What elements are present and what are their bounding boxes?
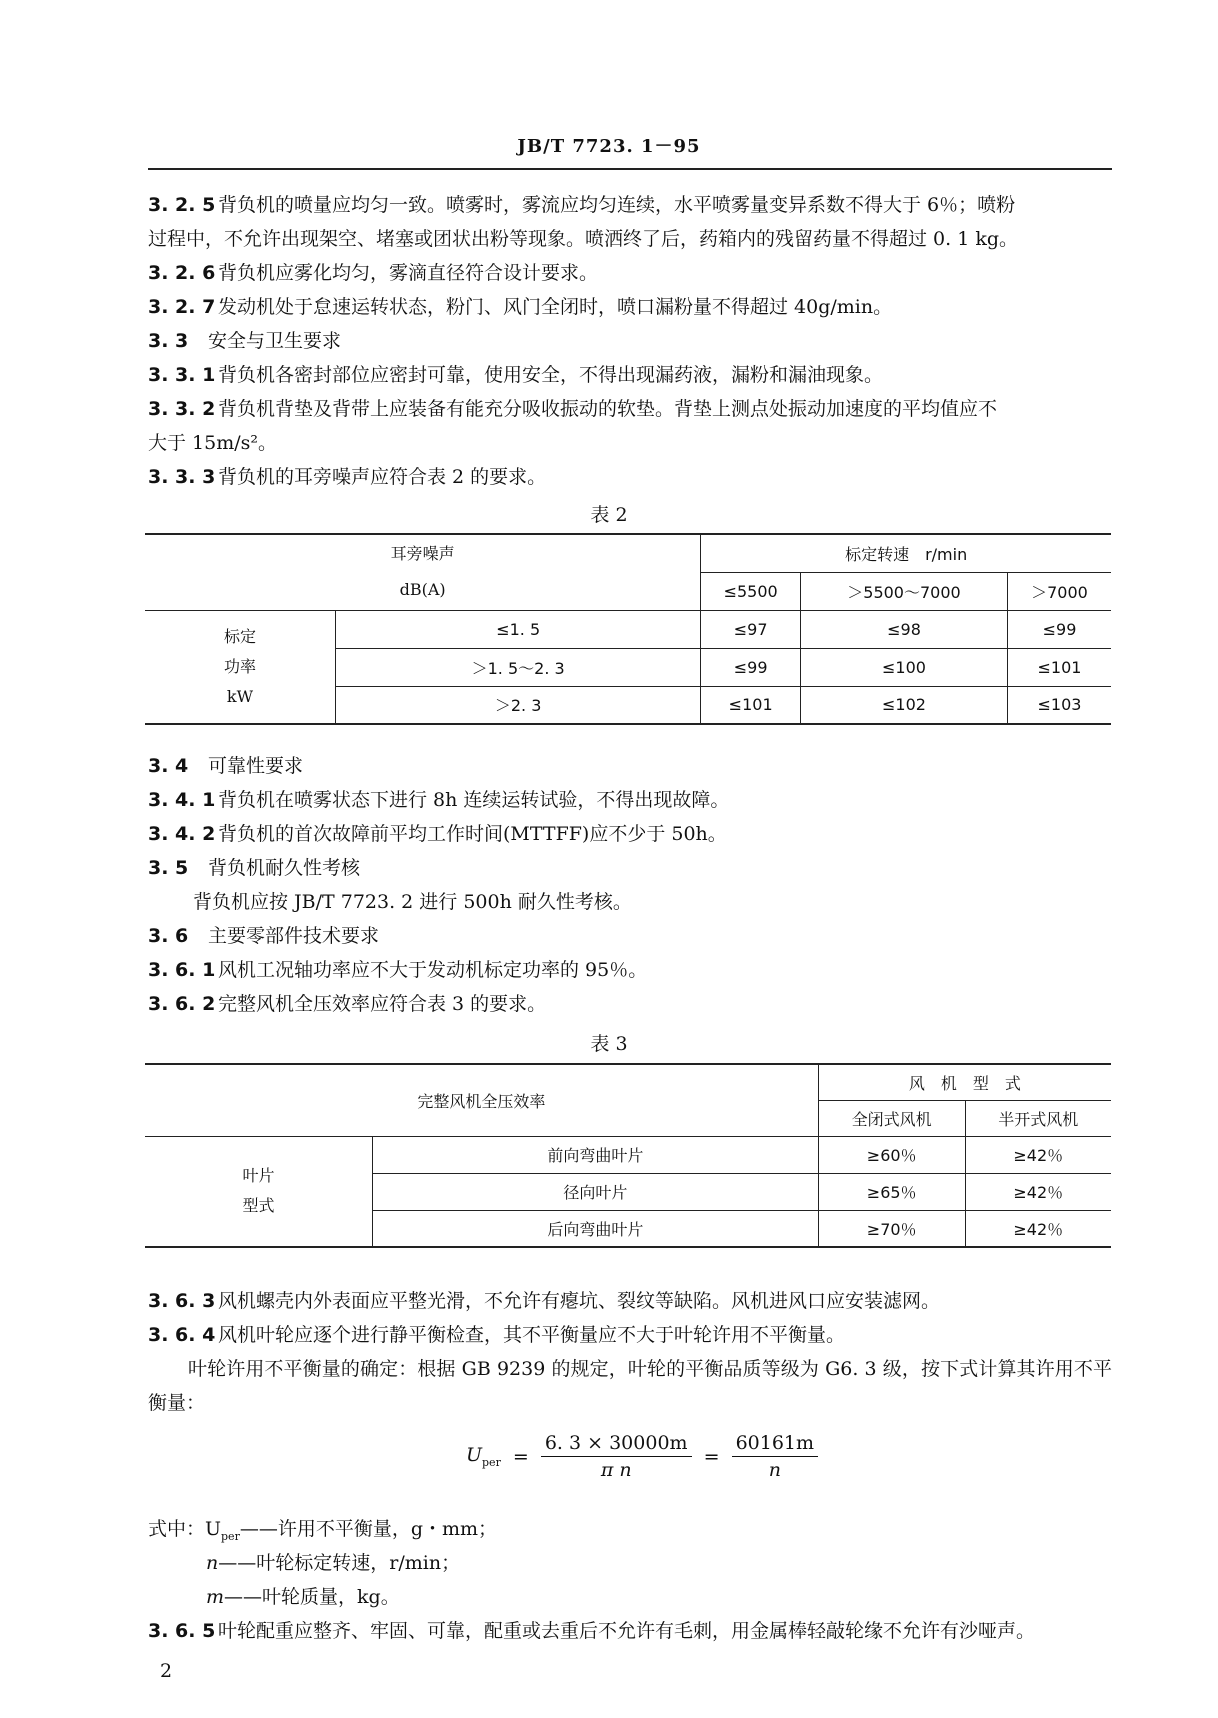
- section-heading: [148, 330, 1112, 354]
- fraction-1-numerator: 6. 3 × 30000m: [541, 1432, 692, 1457]
- clause-text: 过程中，不允许出现架空、堵塞或团状出粉等现象。喷洒终了后，药箱内的残留药量不得超过 0. 1 kg。: [148, 228, 1019, 250]
- power-range: ＞1. 5～2. 3: [336, 648, 701, 686]
- clause-number: 3. 3: [148, 330, 189, 352]
- clause-line: [148, 364, 1112, 388]
- fraction-2-denominator: n: [768, 1459, 781, 1481]
- row-label-part: 标定: [223, 626, 256, 646]
- clause-text: 完整风机全压效率应符合表 3 的要求。: [218, 993, 547, 1015]
- fan-header: 风 机 型 式: [818, 1064, 1111, 1100]
- speed-col: ＞5500～7000: [801, 572, 1008, 610]
- clause-line: [148, 959, 1112, 983]
- standard-header: JB/T 7723. 1－95: [517, 136, 701, 157]
- clause-line: [148, 466, 1112, 490]
- table-cell: ≤103: [1007, 686, 1111, 724]
- clause-line: [148, 194, 1112, 218]
- clause-text: 可靠性要求: [208, 755, 304, 777]
- table-cell: ≤98: [801, 610, 1008, 648]
- clause-text: 背负机在喷雾状态下进行 8h 连续运转试验，不得出现故障。: [218, 789, 730, 811]
- clause-line: [148, 228, 1112, 252]
- blade-type: 后向弯曲叶片: [373, 1210, 819, 1247]
- formula-lhs-sub: per: [482, 1455, 501, 1469]
- speed-header: 标定转速 r/min: [701, 534, 1111, 572]
- row-label-part: 功率: [223, 656, 256, 676]
- clause-number: 3. 6. 4: [148, 1324, 216, 1346]
- clause-text: 背负机的首次故障前平均工作时间(MTTFF)应不少于 50h。: [218, 823, 727, 845]
- clause-number: 3. 4: [148, 755, 189, 777]
- clause-text: 背负机背垫及背带上应装备有能充分吸收振动的软垫。背垫上测点处振动加速度的平均值应不: [218, 398, 998, 420]
- clause-number: 3. 6. 1: [148, 959, 216, 981]
- table-3: [145, 1063, 1111, 1248]
- clause-line: [148, 262, 1112, 286]
- table-3-corner: 完整风机全压效率: [145, 1064, 818, 1136]
- clause-line: [148, 1620, 1112, 1644]
- clause-text: 背负机的耳旁噪声应符合表 2 的要求。: [218, 466, 547, 488]
- clause-line: [148, 1290, 1112, 1314]
- where-line: [148, 1518, 1112, 1544]
- clause-text: 背负机各密封部位应密封可靠，使用安全，不得出现漏药液，漏粉和漏油现象。: [218, 364, 884, 386]
- table-cell: ≤99: [701, 648, 801, 686]
- table-cell: ≤101: [701, 686, 801, 724]
- fraction-1: [541, 1432, 692, 1481]
- table-2-caption: 表 2: [590, 504, 628, 526]
- where-sub: per: [221, 1529, 240, 1543]
- clause-line: [148, 823, 1112, 847]
- section-heading: [148, 755, 1112, 779]
- table-cell: ≥65％: [818, 1173, 965, 1210]
- speed-col: ＞7000: [1007, 572, 1111, 610]
- clause-line: [148, 296, 1112, 320]
- clause-text: 叶轮配重应整齐、牢固、可靠，配重或去重后不允许有毛刺，用金属棒轻敲轮缘不允许有沙哑声。: [218, 1620, 1036, 1642]
- where-symbol: n: [206, 1552, 219, 1574]
- clause-text: 发动机处于怠速运转状态，粉门、风门全闭时，喷口漏粉量不得超过 40g/min。: [218, 296, 893, 318]
- table-cell: ≤102: [801, 686, 1008, 724]
- formula-lhs: [466, 1444, 501, 1469]
- power-range: ≤1. 5: [336, 610, 701, 648]
- clause-number: 3. 4. 2: [148, 823, 216, 845]
- table-2: [145, 533, 1111, 725]
- power-row-label: [145, 610, 336, 724]
- section-heading: [148, 857, 1112, 881]
- clause-number: 3. 2. 6: [148, 262, 216, 284]
- row-label-part: 叶片: [242, 1166, 275, 1186]
- clause-line: [148, 789, 1112, 813]
- clause-number: 3. 6: [148, 925, 189, 947]
- equals-sign: =: [703, 1445, 720, 1468]
- clause-number: 3. 2. 7: [148, 296, 216, 318]
- clause-text: 主要零部件技术要求: [208, 925, 380, 947]
- corner-label-noise: 耳旁噪声: [390, 544, 455, 564]
- clause-number: 3. 3. 1: [148, 364, 216, 386]
- where-line: [206, 1586, 1170, 1610]
- fraction-2-numerator: 60161m: [732, 1432, 818, 1457]
- where-text: ——许用不平衡量，g・mm；: [239, 1518, 498, 1540]
- section-heading: [148, 925, 1112, 949]
- table-3-caption: 表 3: [590, 1033, 628, 1055]
- clause-text: 风机工况轴功率应不大于发动机标定功率的 95％。: [218, 959, 648, 981]
- clause-number: 3. 4. 1: [148, 789, 216, 811]
- where-text: ——叶轮质量，kg。: [224, 1586, 400, 1608]
- equals-sign: =: [512, 1445, 529, 1468]
- table-cell: ≥42％: [965, 1210, 1111, 1247]
- where-text: ——叶轮标定转速，r/min；: [218, 1552, 461, 1574]
- clause-text: 风机螺壳内外表面应平整光滑，不允许有瘪坑、裂纹等缺陷。风机进风口应安装滤网。: [218, 1290, 941, 1312]
- fraction-1-denominator: π n: [600, 1459, 632, 1481]
- clause-number: 3. 6. 2: [148, 993, 216, 1015]
- fraction-2: [732, 1432, 818, 1481]
- clause-number: 3. 5: [148, 857, 189, 879]
- clause-line: [193, 891, 1157, 915]
- table-cell: ≥70％: [818, 1210, 965, 1247]
- corner-label-unit: dB(A): [399, 580, 446, 600]
- formula-lhs-symbol: U: [466, 1444, 483, 1467]
- table-cell: ≥42％: [965, 1173, 1111, 1210]
- clause-text: 风机叶轮应逐个进行静平衡检查，其不平衡量应不大于叶轮许用不平衡量。: [218, 1324, 846, 1346]
- table-2-corner: [145, 534, 701, 610]
- blade-row-label: [145, 1136, 373, 1247]
- clause-text: 背负机应雾化均匀，雾滴直径符合设计要求。: [218, 262, 599, 284]
- where-symbol: m: [206, 1586, 225, 1608]
- clause-line: [148, 1324, 1112, 1348]
- speed-col: ≤5500: [701, 572, 801, 610]
- clause-line: [148, 432, 1112, 456]
- power-range: ＞2. 3: [336, 686, 701, 724]
- fan-col: 半开式风机: [965, 1100, 1111, 1136]
- unbalance-formula: [466, 1432, 818, 1481]
- blade-type: 前向弯曲叶片: [373, 1136, 819, 1173]
- blade-type: 径向叶片: [373, 1173, 819, 1210]
- clause-number: 3. 6. 5: [148, 1620, 216, 1642]
- clause-text: 大于 15m/s²。: [148, 432, 278, 454]
- clause-text: 背负机的喷量应均匀一致。喷雾时，雾流应均匀连续，水平喷雾量变异系数不得大于 6％；喷粉: [218, 194, 1016, 216]
- clause-line: [148, 398, 1112, 422]
- header-rule: [148, 168, 1112, 170]
- table-cell: ≤97: [701, 610, 801, 648]
- where-line: [206, 1552, 1170, 1576]
- clause-line: [148, 993, 1112, 1017]
- clause-number: 3. 2. 5: [148, 194, 216, 216]
- table-cell: ≤99: [1007, 610, 1111, 648]
- clause-number: 3. 3. 2: [148, 398, 216, 420]
- clause-text: 背负机应按 JB/T 7723. 2 进行 500h 耐久性考核。: [193, 891, 632, 913]
- table-cell: ≤101: [1007, 648, 1111, 686]
- table-cell: ≤100: [801, 648, 1008, 686]
- table-cell: ≥42％: [965, 1136, 1111, 1173]
- clause-number: 3. 3. 3: [148, 466, 216, 488]
- clause-number: 3. 6. 3: [148, 1290, 216, 1312]
- where-symbol: 式中：U: [148, 1518, 222, 1540]
- clause-text: 安全与卫生要求: [208, 330, 342, 352]
- determination-paragraph: 叶轮许用不平衡量的确定：根据 GB 9239 的规定，叶轮的平衡品质等级为 G6. 3 级，按下式计算其许用不平衡量：: [148, 1358, 1112, 1414]
- page-number: 2: [160, 1660, 173, 1682]
- fan-col: 全闭式风机: [818, 1100, 965, 1136]
- row-label-part: 型式: [242, 1196, 275, 1216]
- clause-text: 背负机耐久性考核: [208, 857, 361, 879]
- row-label-part: kW: [226, 686, 254, 706]
- table-cell: ≥60％: [818, 1136, 965, 1173]
